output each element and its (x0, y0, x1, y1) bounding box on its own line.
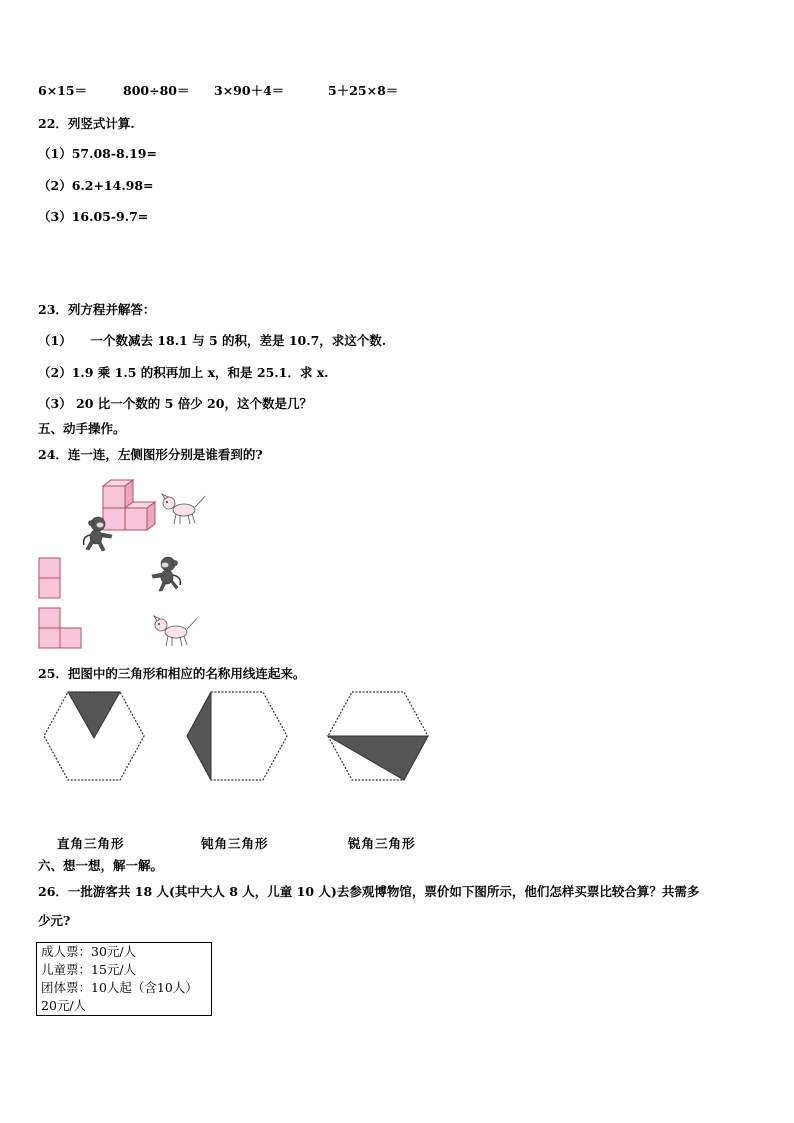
calc-3: 3×90＋4＝ (214, 83, 285, 98)
dog-icon (160, 492, 206, 526)
calc-1: 6×15＝ (38, 83, 88, 98)
section-5-heading: 五、动手操作。 (38, 421, 126, 436)
hexagon-figure-2 (185, 690, 289, 782)
label-obtuse-triangle: 钝角三角形 (201, 836, 269, 851)
q23-title: 23．列方程并解答： (38, 302, 156, 317)
hexagon-figure-1 (42, 690, 146, 782)
ticket-child: 儿童票：15元/人 (41, 962, 137, 977)
calc-4: 5＋25×8＝ (328, 83, 399, 98)
section-6-heading: 六、想一想，解一解。 (38, 858, 164, 873)
q23-item-1: （1） 一个数减去 18.1 与 5 的积，差是 10.7，求这个数. (38, 333, 387, 348)
q23-item-2: （2）1.9 乘 1.5 的积再加上 x，和是 25.1．求 x. (38, 365, 329, 380)
view-shape-l (38, 607, 84, 651)
q23-item-3: （3） 20 比一个数的 5 倍少 20，这个数是几？ (38, 396, 312, 411)
q22-item-2: （2）6.2+14.98= (38, 178, 154, 193)
q26-line-2: 少元? (38, 913, 71, 928)
dog-icon (152, 614, 198, 648)
q22-item-3: （3）16.05-9.7= (38, 209, 149, 224)
hexagon-figure-3 (326, 690, 430, 782)
q24-title: 24．连一连，左侧图形分别是谁看到的? (38, 447, 263, 462)
monkey-icon (150, 555, 184, 593)
q22-item-1: （1）57.08-8.19= (38, 146, 157, 161)
calc-2: 800÷80＝ (123, 83, 190, 98)
ticket-price-box (36, 942, 212, 1016)
q25-title: 25．把图中的三角形和相应的名称用线连起来。 (38, 666, 306, 681)
q22-title: 22．列竖式计算. (38, 116, 135, 131)
label-acute-triangle: 锐角三角形 (348, 836, 416, 851)
q26-line-1: 26．一批游客共 18 人(其中大人 8 人，儿童 10 人)去参观博物馆，票价如下图所示，他们怎样买票比较合算？共需多 (38, 884, 700, 899)
ticket-group: 团体票：10人起（含10人） (41, 980, 198, 995)
label-right-triangle: 直角三角形 (57, 836, 125, 851)
ticket-group-price: 20元/人 (41, 998, 87, 1013)
monkey-icon (80, 515, 114, 553)
ticket-adult: 成人票：30元/人 (41, 944, 137, 959)
view-shape-vertical (38, 557, 62, 601)
